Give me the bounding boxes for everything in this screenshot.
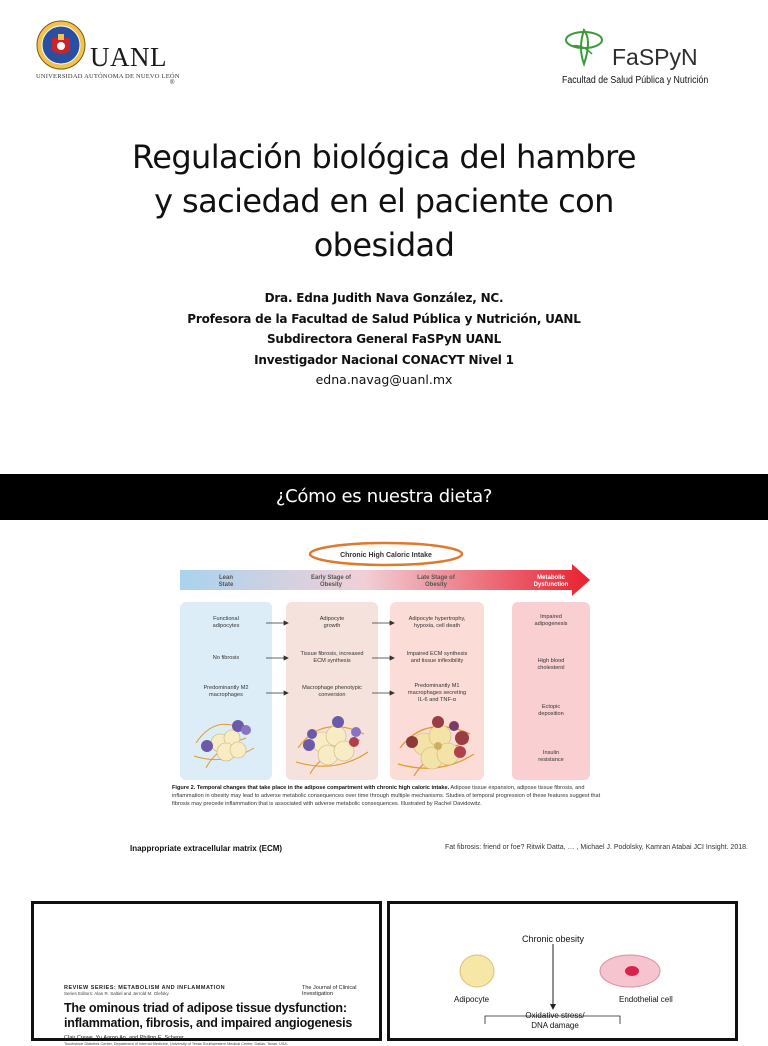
stage-label: Early Stage of (310, 575, 352, 581)
early-item: ECM synthesis (313, 658, 351, 664)
chronic-obesity-label: Chronic obesity (522, 934, 585, 944)
early-item: Tissue fibrosis, increased (300, 651, 364, 657)
author-name: Dra. Edna Judith Nava González, NC. (264, 291, 504, 305)
registered-mark: ® (170, 80, 175, 86)
lean-item: macrophages (209, 692, 243, 698)
figure-caption (172, 784, 604, 808)
paper-title-line: inflammation, fibrosis, and impaired angiogenesis (64, 1016, 353, 1030)
faspyn-logo (560, 26, 710, 90)
stage-label: Obesity (319, 582, 343, 588)
obesity-diagram-panel (387, 901, 738, 1041)
metabolic-item: Impaired (540, 614, 562, 620)
metabolic-item: resistance (538, 757, 564, 763)
lean-item: Functional (213, 616, 239, 622)
author-block (60, 288, 708, 391)
metabolic-item: Ectopic (541, 704, 561, 710)
slide-header: ¿Cómo es nuestra dieta? (0, 474, 768, 520)
oxidative-stress-label (520, 1011, 590, 1031)
author-role: Profesora de la Facultad de Salud Pública y Nutrición, UANL (187, 311, 581, 326)
adipocyte-label: Adipocyte (454, 995, 490, 1004)
paper-title-line: The ominous triad of adipose tissue dysfunction: (64, 1001, 347, 1015)
metabolic-item: deposition (538, 711, 564, 717)
ecm-note: Inappropriate extracellular matrix (ECM) (130, 844, 283, 853)
dna-damage-line: DNA damage (531, 1021, 579, 1030)
uanl-logo (36, 20, 186, 88)
journal-name: The Journal of Clinical Investigation (302, 985, 357, 997)
author-role: Subdirectora General FaSPyN UANL (266, 332, 502, 346)
adipose-figure (176, 538, 600, 808)
metabolic-item: cholesterol (537, 665, 565, 671)
author-email[interactable]: edna.navag@uanl.mx (315, 372, 453, 387)
metabolic-item: High blood (537, 658, 565, 664)
metabolic-item: adipogenesis (534, 621, 568, 627)
caloric-intake-label: Chronic High Caloric Intake (340, 552, 432, 559)
stage-label: Metabolic (537, 575, 565, 581)
early-item: Adipocyte (319, 616, 345, 622)
uanl-wordmark: UANL (90, 42, 167, 72)
uanl-seal-icon (36, 20, 86, 70)
faspyn-leaf-icon (562, 26, 606, 70)
diet-slide (0, 474, 768, 894)
oxidative-stress-line: Oxidative stress/ (525, 1011, 585, 1020)
late-item: Impaired ECM synthesis (406, 651, 468, 657)
lean-item: Predominantly M2 (203, 685, 249, 691)
lean-item: adipocytes (212, 623, 240, 629)
stage-label: State (218, 582, 234, 588)
paper-authors: Clair Crewe, Yu Aaron An, and Philipp E. Scherer (64, 1035, 184, 1041)
uanl-subtitle: UNIVERSIDAD AUTÓNOMA DE NUEVO LEÓN (36, 73, 180, 80)
late-item: IL-6 and TNF-α (418, 697, 456, 703)
late-item: and tissue inflexibility (410, 658, 464, 664)
early-item: growth (323, 623, 341, 629)
stage-label: Lean (218, 575, 234, 581)
late-item: macrophages secreting (407, 690, 467, 696)
faspyn-wordmark: FaSPyN (612, 44, 698, 70)
late-item: Predominantly M1 (414, 683, 460, 689)
early-item: Macrophage phenotypic (302, 685, 362, 691)
figure-caption-text: Adipose tissue expansion, adipose tissue fibrosis, and inflammation in obesity may lead to adverse metabolic consequences over time through multiple mechanisms. Studies of temporal progression of these features suggest that fibrosis may precede inflammation that is associated with adverse metabolic consequences. Illustrated by Rachel Davidowitz. (172, 785, 601, 807)
stage-label: Late Stage of (417, 575, 455, 581)
adipocyte-cell (460, 955, 494, 987)
stage-label: Obesity (424, 582, 448, 588)
late-item: hypoxia, cell death (413, 623, 461, 629)
title-line: obesidad (313, 226, 455, 264)
figure-caption-bold: Figure 2. Temporal changes that take place in the adipose compartment with chronic high caloric intake. (172, 785, 450, 791)
lean-item: No fibrosis (212, 655, 240, 661)
late-item: Adipocyte hypertrophy, (408, 616, 466, 622)
stage-label: Dysfunction (533, 582, 569, 588)
author-role: Investigador Nacional CONACYT Nivel 1 (254, 352, 514, 367)
progression-arrow (180, 564, 590, 596)
paper-affiliation: Touchstone Diabetes Center, Department of Internal Medicine, University of Texas Southwestern Medical Center, Dallas, Texas, USA. (64, 1042, 288, 1046)
paper-title (64, 1001, 384, 1031)
early-item: conversion (318, 692, 346, 698)
title-slide (0, 0, 768, 470)
title-line: Regulación biológica del hambre (132, 138, 636, 176)
title-line: y saciedad en el paciente con (154, 182, 614, 220)
faspyn-subtitle: Facultad de Salud Pública y Nutrición (562, 75, 709, 86)
metabolic-item: Insulin (542, 750, 560, 756)
endothelial-cell-label: Endothelial cell (619, 995, 673, 1004)
reference-citation: Fat fibrosis: friend or foe? Ritwik Datta, … , Michael J. Podolsky, Kamran Atabai JCI Insight. 2018. (445, 844, 748, 851)
series-editors: Series Editors: Alan R. Saltiel and Jerrold M. Olefsky (64, 991, 169, 996)
adipose-dysfunction-slide (0, 896, 768, 1046)
paper-clipping-panel (31, 901, 382, 1046)
presentation-title (60, 135, 708, 267)
adipose-figure-svg (176, 538, 600, 784)
review-series-label: REVIEW SERIES: METABOLISM AND INFLAMMATION (64, 985, 226, 991)
